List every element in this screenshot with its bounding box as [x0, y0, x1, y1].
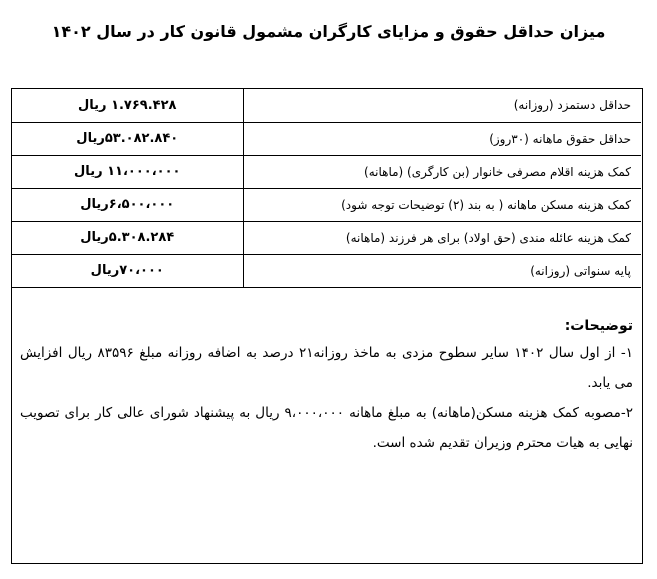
row-label: پایه سنواتی (روزانه) [243, 254, 641, 287]
table-row [12, 122, 641, 155]
row-label: کمک هزینه عائله مندی (حق اولاد) برای هر فرزند (ماهانه) [243, 221, 641, 254]
salary-table [12, 89, 641, 288]
table-row [12, 254, 641, 287]
row-label: کمک هزینه مسکن ماهانه ( به بند (۲) توضیحات توجه شود) [243, 188, 641, 221]
note-item: ۱- از اول سال ۱۴۰۲ سایر سطوح مزدی به ماخذ روزانه۲۱ درصد به اضافه روزانه مبلغ ۸۳۵۹۶ ریال افزایش می یابد. [20, 345, 633, 391]
table-row [12, 89, 641, 122]
row-label: حداقل حقوق ماهانه (۳۰روز) [243, 122, 641, 155]
table-row [12, 188, 641, 221]
row-value: ۱۱،۰۰۰،۰۰۰ ریال [12, 155, 243, 188]
page-title: میزان حداقل حقوق و مزایای کارگران مشمول قانون کار در سال ۱۴۰۲ [51, 22, 606, 41]
row-value: ۵.۳۰۸.۲۸۴ریال [12, 221, 243, 254]
row-value: ۱.۷۶۹.۴۲۸ ریال [12, 89, 243, 122]
table-row [12, 155, 641, 188]
row-label: حداقل دستمزد (روزانه) [243, 89, 641, 122]
note-item: ۲-مصوبه کمک هزینه مسکن(ماهانه) به مبلغ ماهانه ۹،۰۰۰،۰۰۰ ریال به پیشنهاد شورای عالی کار برای تصویب نهایی به هیات محترم وزیران تقدیم شده است. [20, 405, 633, 451]
row-value: ۵۳.۰۸۲.۸۴۰ریال [12, 122, 243, 155]
notes-heading: توضیحات: [564, 318, 633, 334]
table-row [12, 221, 641, 254]
notes-section [12, 312, 641, 458]
row-label: کمک هزینه اقلام مصرفی خانوار (بن کارگری) (ماهانه) [243, 155, 641, 188]
row-value: ۶،۵۰۰،۰۰۰ریال [12, 188, 243, 221]
content-frame [11, 88, 643, 564]
row-value: ۷۰،۰۰۰ریال [12, 254, 243, 287]
